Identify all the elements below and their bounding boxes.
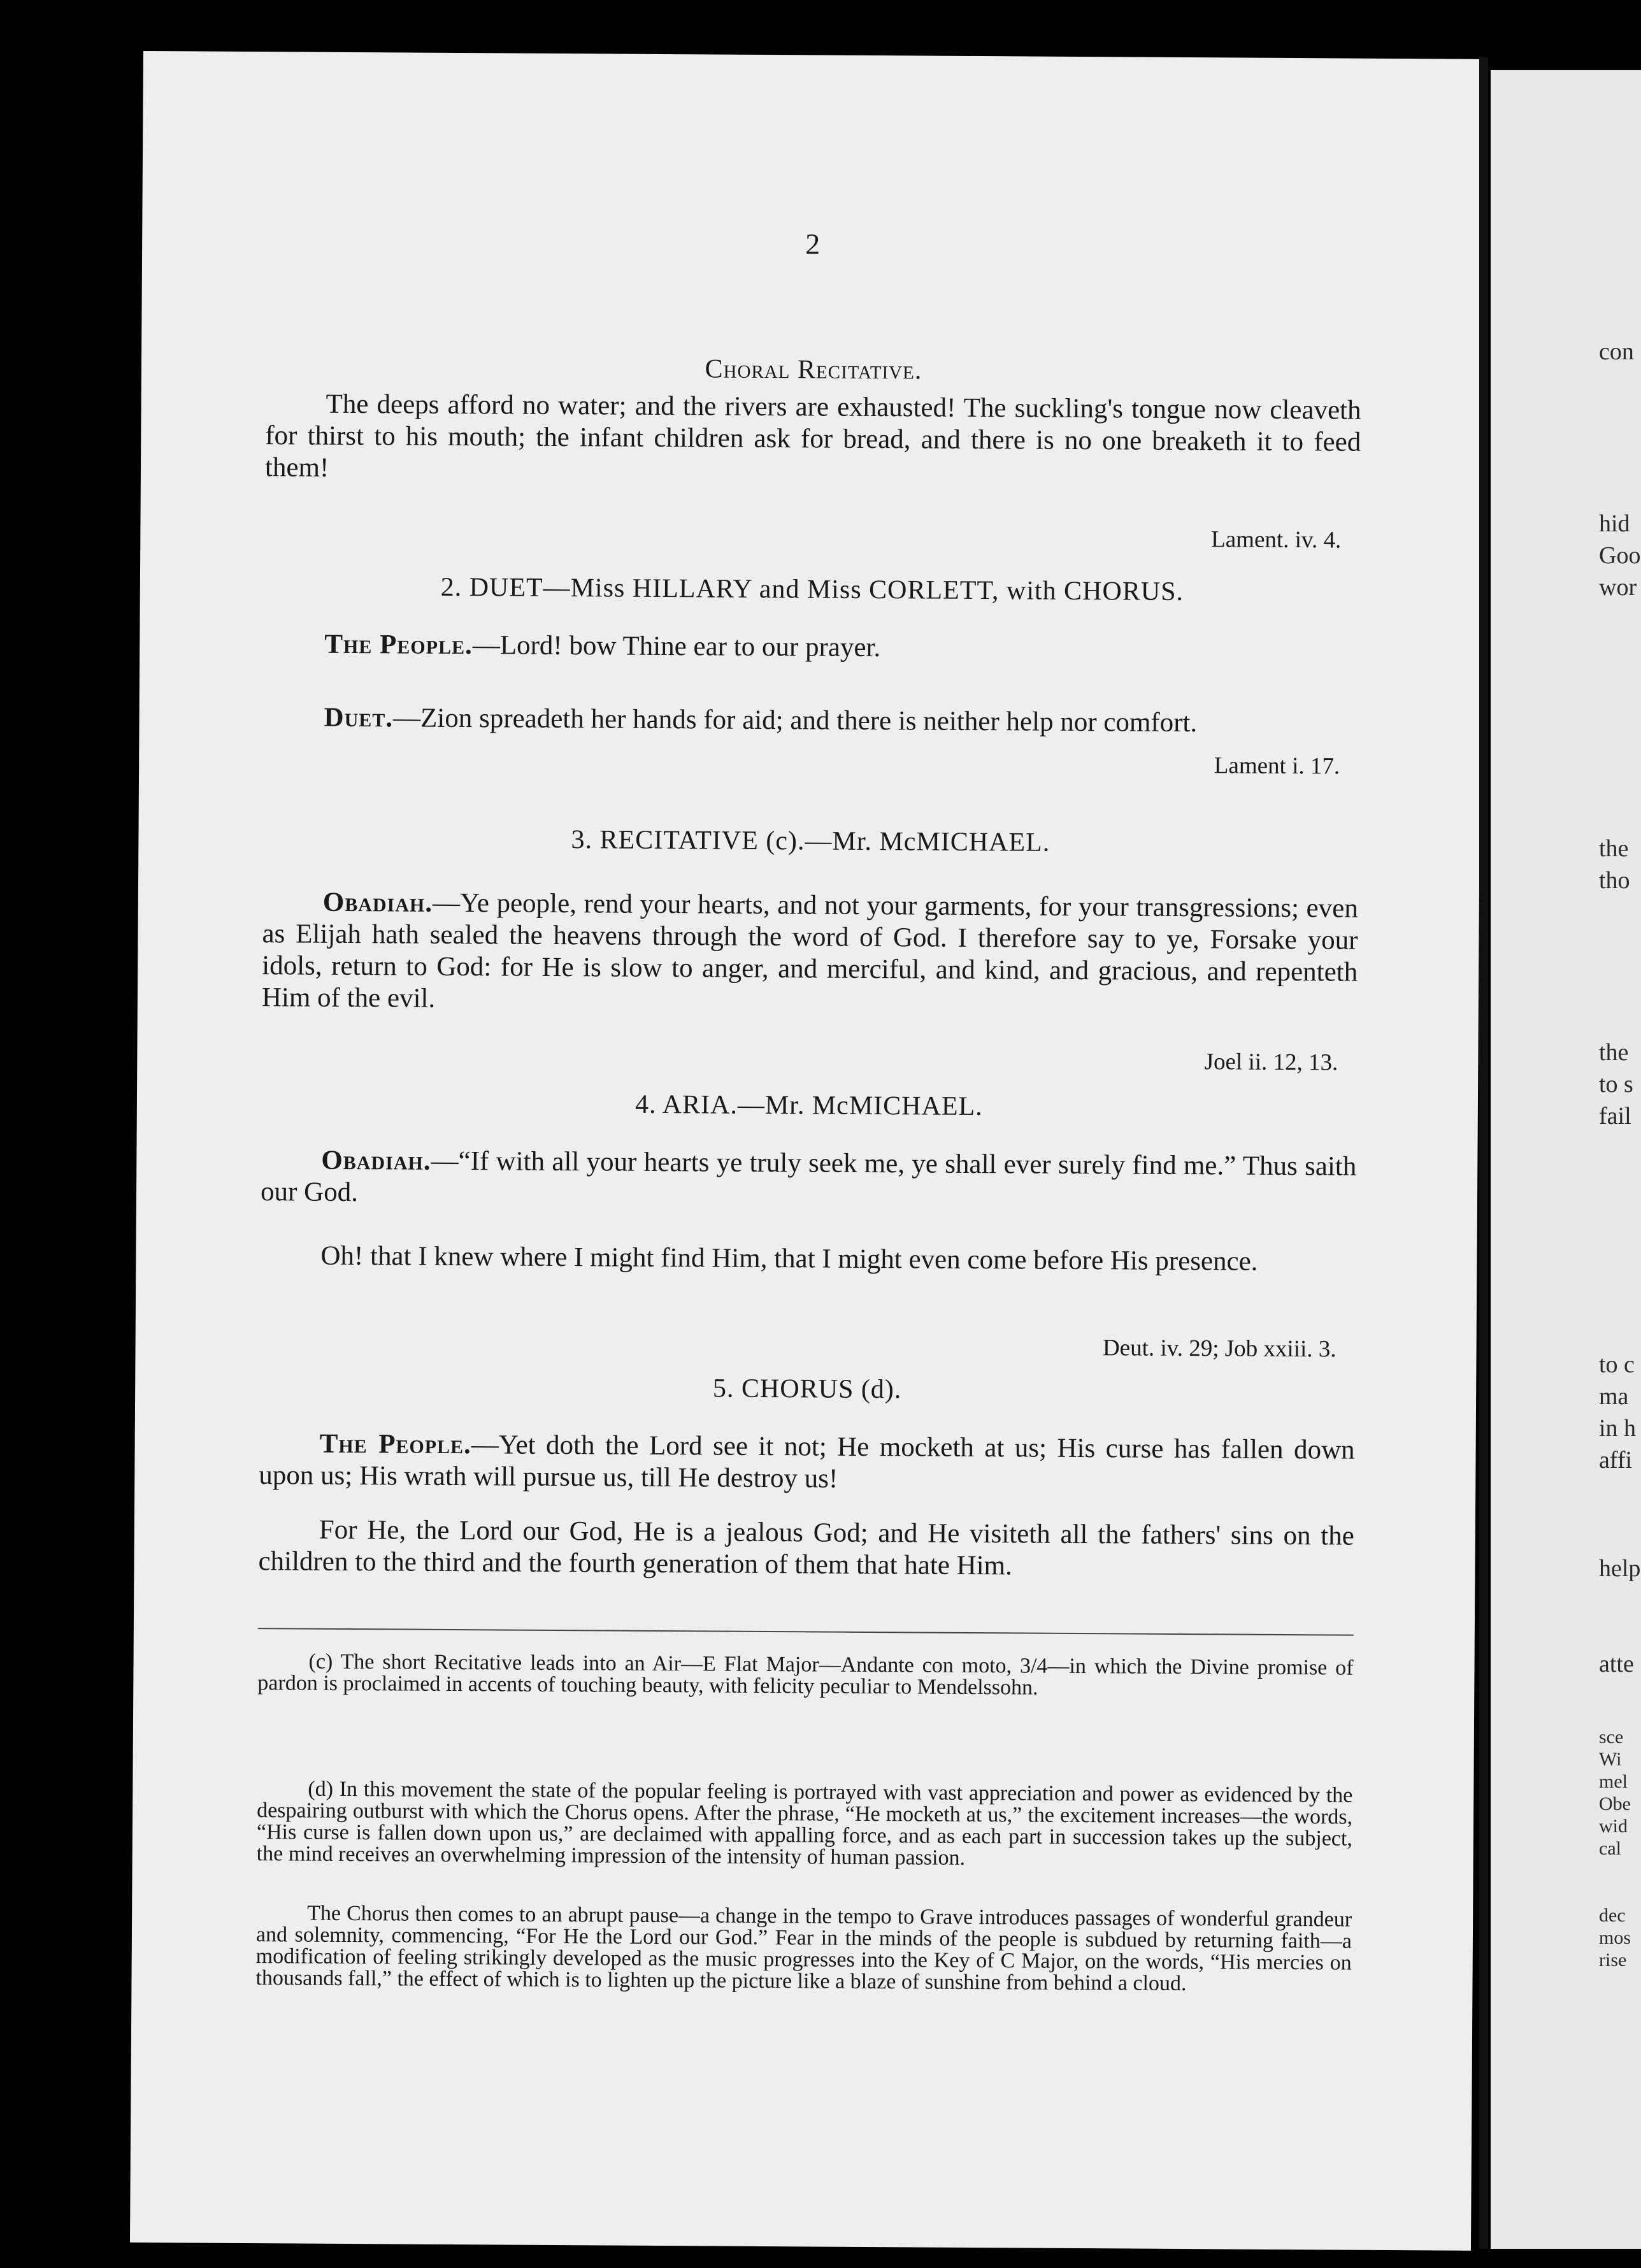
paragraph	[261, 1144, 1357, 1215]
fragment: Obe	[1599, 1793, 1631, 1814]
fragment: mos	[1599, 1927, 1631, 1948]
reference: Lament i. 17.	[1214, 752, 1340, 780]
fragment: hid	[1599, 510, 1630, 537]
fragment: fail	[1599, 1103, 1631, 1130]
paragraph-text: —“If with all your hearts ye truly seek me, ye shall ever surely find me.” Thus saith our God.	[260, 1145, 1357, 1208]
paragraph	[258, 1514, 1354, 1584]
paragraph	[259, 1428, 1355, 1498]
section-recitative	[262, 822, 1358, 860]
adjacent-page	[1491, 70, 1641, 2249]
reference: Joel ii. 12, 13.	[1204, 1049, 1338, 1076]
paragraph-text: —Yet doth the Lord see it not; He mocketh at us; His curse has fallen down upon us; His wrath will pursue us, till He destroy us!	[259, 1430, 1355, 1494]
fragment: cal	[1599, 1838, 1621, 1859]
paragraph	[263, 701, 1359, 740]
speaker: Duet.	[324, 702, 394, 733]
paragraph-text: —Zion spreadeth her hands for aid; and there is neither help nor comfort.	[392, 703, 1198, 738]
paragraph	[264, 628, 1359, 667]
fragment: the	[1599, 1039, 1629, 1066]
fragment: rise	[1599, 1949, 1627, 1970]
paragraph-text: —Lord! bow Thine ear to our prayer.	[472, 630, 881, 663]
reference: Lament. iv. 4.	[1211, 526, 1342, 554]
footnote-d: (d) In this movement the state of the popular feeling is portrayed with vast appreciation and power as evidenced by the despairing outburst with which the Chorus opens. After the phrase, “He mocketh at us,” the excitement increases—the words, “His curse is fallen down upon us,” are declaimed with appalling force, and as each part in succession takes up the subject, the mind receives an overwhelming impression of the intensity of human passion.	[256, 1777, 1353, 1870]
fragment: in h	[1599, 1415, 1637, 1442]
speaker: The People.	[324, 629, 473, 661]
fragment: affi	[1599, 1447, 1633, 1474]
fragment: wor	[1599, 574, 1637, 601]
fragment: the	[1599, 835, 1629, 862]
section-heading: 4. ARIA.—Mr. McMICHAEL.	[634, 1089, 983, 1122]
paragraph-text: For He, the Lord our God, He is a jealous God; and He visiteth all the fathers' sins on the children to the third and the fourth generation of them that hate Him.	[258, 1514, 1354, 1581]
section-heading: 3. RECITATIVE (c).—Mr. McMICHAEL.	[571, 825, 1050, 858]
fragment: sce	[1599, 1726, 1624, 1748]
fragment: tho	[1599, 867, 1630, 894]
reference: Deut. iv. 29; Job xxiii. 3.	[1102, 1335, 1336, 1363]
fragment: con	[1599, 338, 1634, 365]
fragment: wid	[1599, 1816, 1628, 1837]
paragraph	[265, 388, 1361, 491]
fragment: ma	[1599, 1383, 1629, 1410]
footnote-d-continued: The Chorus then comes to an abrupt pause—a change in the tempo to Grave introduces passages of wonderful grandeur and solemnity, commencing, “For He the Lord our God.” Fear in the minds of the people is subdued by returning faith—a modification of feeling strikingly developed as the music progresses into the Key of C Major, on the words, “His mercies on thousands fall,” the effect of which is to lighten up the picture like a blaze of sunshine from behind a cloud.	[255, 1901, 1352, 1996]
fragment: to s	[1599, 1071, 1633, 1098]
paragraph	[260, 1240, 1356, 1279]
footnote-divider	[258, 1628, 1354, 1636]
page-gutter	[1479, 57, 1488, 2249]
paragraph	[262, 886, 1358, 1021]
page	[130, 51, 1484, 2251]
page-number: 2	[805, 227, 820, 261]
paragraph-text: Oh! that I knew where I might find Him, that I might even come before His presence.	[320, 1240, 1258, 1277]
fragment: to c	[1599, 1351, 1635, 1378]
fragment: mel	[1599, 1771, 1628, 1792]
speaker: Obadiah.	[322, 887, 433, 918]
section-aria	[261, 1087, 1357, 1124]
section-heading: 2. DUET—Miss HILLARY and Miss CORLETT, with CHORUS.	[440, 572, 1184, 606]
fragment: Goo	[1599, 542, 1641, 569]
fragment: help	[1599, 1555, 1641, 1582]
section-duet	[264, 571, 1360, 608]
speaker: Obadiah.	[321, 1145, 431, 1176]
footnote-c: (c) The short Recitative leads into an Air—E Flat Major—Andante con moto, 3/4—in which the Divine promise of pardon is proclaimed in accents of touching beauty, with felicity peculiar to Mendelssohn.	[257, 1649, 1354, 1700]
section-heading: Choral Recitative.	[705, 354, 922, 385]
section-heading: 5. CHORUS (d).	[712, 1374, 902, 1405]
fragment: dec	[1599, 1905, 1626, 1926]
fragment: Wi	[1599, 1749, 1622, 1770]
section-chorus	[259, 1370, 1355, 1408]
paragraph-text: The deeps afford no water; and the rivers are exhausted! The suckling's tongue now cleaveth for thirst to his mouth; the infant children ask for bread, and there is no one breaketh it to feed them!	[264, 389, 1361, 483]
speaker: The People.	[319, 1428, 472, 1460]
paragraph-text: —Ye people, rend your hearts, and not your garments, for your transgressions; even as Elijah hath sealed the heavens through the word of God. I therefore say to ye, Forsake your idols, return to God: for He is slow to anger, and merciful, and kind, and gracious, and repenteth Him of the evil.	[261, 887, 1358, 1014]
section-choral-recitative	[266, 351, 1361, 389]
fragment: atte	[1599, 1651, 1634, 1677]
